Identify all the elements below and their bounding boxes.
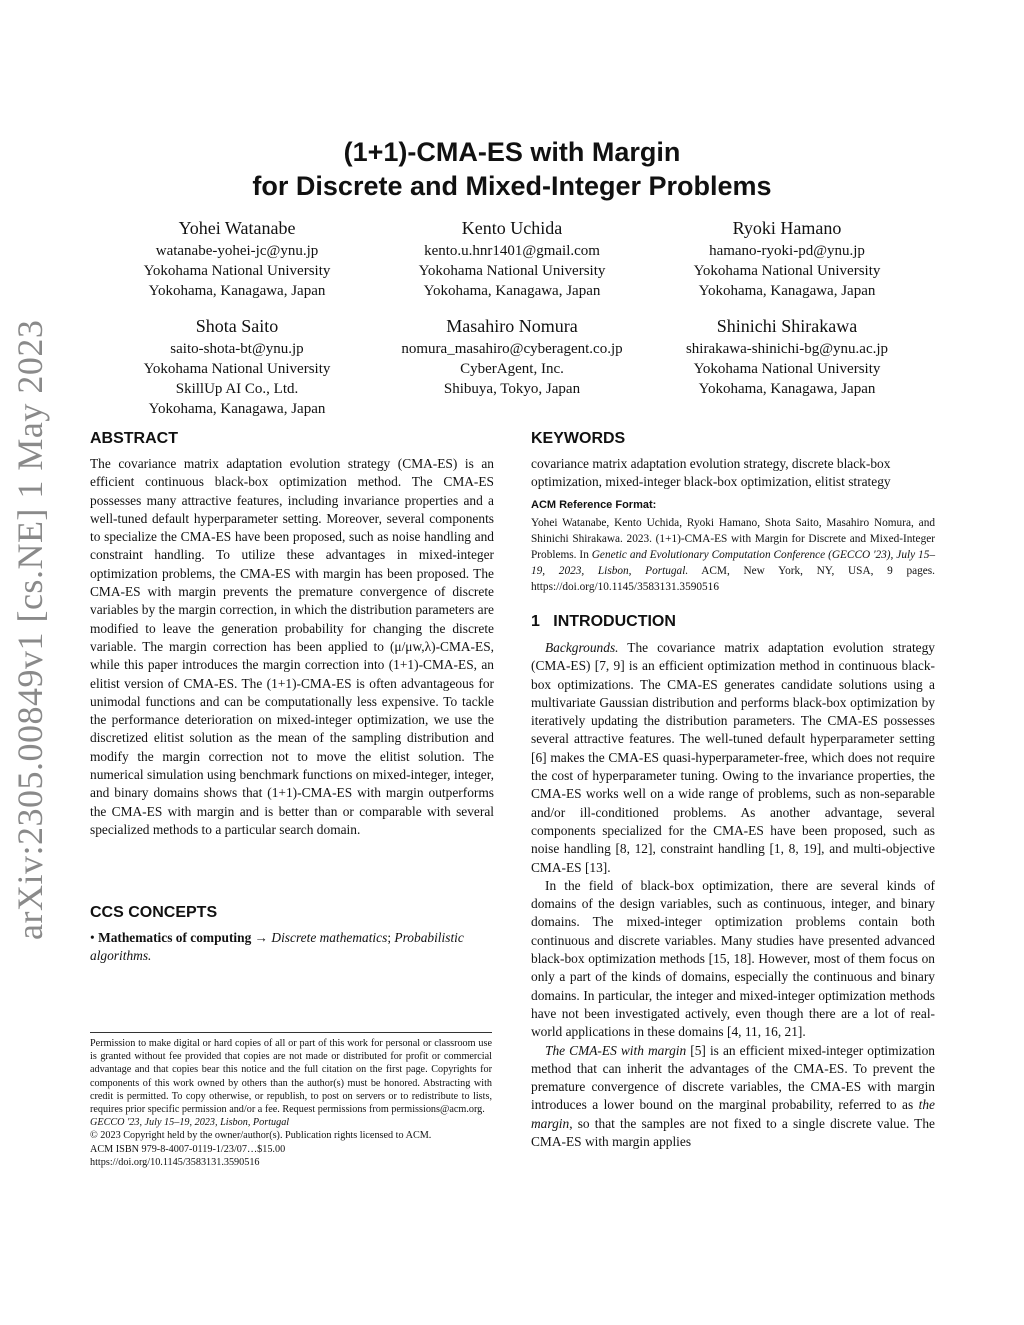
ccs-section [90,903,494,966]
author-name: Shota Saito [195,316,279,336]
author-block [352,216,672,301]
acm-ref-heading: ACM Reference Format: [531,499,657,511]
paper-title-line2: for Discrete and Mixed-Integer Problems [252,171,772,201]
author-affiliation-2: SkillUp AI Co., Ltd. [175,381,299,397]
author-location: Yokohama, Kanagawa, Japan [148,283,326,299]
ccs-arrow: → [254,930,269,945]
footnote-isbn: ACM ISBN 979-8-4007-0119-1/23/07…$15.00 [90,1143,286,1155]
author-name: Yohei Watanabe [178,218,296,238]
footnote-permission: Permission to make digital or hard copies of all or part of this work for personal or classroom use is granted without fee provided that copies are not made or distributed for profit or commercial advantage and that copies bear this notice and the full citation on the first page. Copyrights for components of this work owned by others than the author(s) must be honored. Abstracting with credit is permitted. To copy otherwise, or republish, to post on servers or to redistribute to lists, requires prior specific permission and/or a fee. Request permissions from permissions@acm.org. [90,1038,492,1116]
ccs-concepts [90,929,494,966]
ccs-bullet: • [90,930,95,945]
author-affiliation: Yokohama National University [143,361,331,377]
footnote-divider [90,1032,492,1033]
keywords-text: covariance matrix adaptation evolution strategy, discrete black-box optimization, mixed-integer black-box optimization, elitist strategy [531,456,891,490]
author-name: Shinichi Shirakawa [716,316,858,336]
arxiv-identifier: arXiv:2305.00849v1 [cs.NE] 1 May 2023 [10,319,50,940]
footnote [90,1037,492,1169]
author-email: watanabe-yohei-jc@ynu.jp [155,243,319,259]
author-block [77,216,397,301]
footnote-conference: GECCO '23, July 15–19, 2023, Lisbon, Portugal [90,1117,290,1129]
intro-heading: 1 INTRODUCTION [531,613,676,630]
footnote-doi[interactable]: https://doi.org/10.1145/3583131.3590516 [90,1156,260,1168]
author-location: Yokohama, Kanagawa, Japan [698,283,876,299]
author-email: saito-shota-bt@ynu.jp [170,341,304,357]
author-block [627,216,947,301]
paper-title-line1: (1+1)-CMA-ES with Margin [343,137,681,167]
intro-paragraph-2: In the field of black-box optimization, there are several kinds of domains of the design variables, such as continuous, integer, and binary domains. The mixed-integer optimization problems contain both continuous and discrete variables. Many studies have presented advanced black-box optimization methods [15, 18]. However, most of them focus on only a part of the kinds of domains, especially the continuous and binary domains. In particular, the integer and mixed-integer optimization methods have not been investigated actively, even though there are a lot of real-world applications in these domains [4, 11, 16, 21]. [531,877,935,1040]
author-name: Ryoki Hamano [732,218,842,238]
author-name: Masahiro Nomura [446,316,578,336]
author-affiliation: Yokohama National University [693,263,881,279]
acm-ref-text: Yohei Watanabe, Kento Uchida, Ryoki Hamano, Shota Saito, Masahiro Nomura, and Shinichi Shirakawa. 2023. (1+1)-CMA-ES with Margin for Discrete and Mixed-Integer Problems. In Genetic and Evolutionary Computation Conference (GECCO '23), July 15–19, 2023, Lisbon, Portugal. ACM, New York, NY, USA, 9 pages. https://doi.org/10.1145/3583131.3590516 [531,517,935,593]
footnote-copyright: © 2023 Copyright held by the owner/author(s). Publication rights licensed to ACM. [90,1130,432,1142]
author-location: Shibuya, Tokyo, Japan [443,381,581,397]
author-location: Yokohama, Kanagawa, Japan [423,283,601,299]
author-name: Kento Uchida [461,218,563,238]
ccs-category: Mathematics of computing [98,930,252,945]
author-affiliation: CyberAgent, Inc. [460,361,564,377]
introduction-section [531,612,935,1151]
author-email: hamano-ryoki-pd@ynu.jp [709,243,865,259]
author-block [352,314,672,399]
author-location: Yokohama, Kanagawa, Japan [698,381,876,397]
ccs-heading: CCS CONCEPTS [90,904,218,921]
acm-reference [531,498,935,595]
author-email: kento.u.hnr1401@gmail.com [424,243,600,259]
author-affiliation: Yokohama National University [693,361,881,377]
ccs-concept: Probabilistic algorithms. [90,930,464,964]
abstract-heading: ABSTRACT [90,430,178,447]
author-affiliation: Yokohama National University [143,263,331,279]
intro-paragraph-1: Backgrounds. The covariance matrix adaptation evolution strategy (CMA-ES) [7, 9] is an efficient optimization method in continuous black-box optimizations. The CMA-ES generates candidate solutions using a multivariate Gaussian distribution and performs black-box optimization by iteratively updating the distribution parameters. The CMA-ES possesses several attractive features. The well-tuned default hyperparameter setting [6] makes the CMA-ES quasi-hyperparameter-free, which does not require the cost of hyperparameter tuning. Owing to the invariance properties, the CMA-ES works well on a wide range of problems, such as non-separable and/or ill-conditioned problems. As another advantage, several components specialized for the CMA-ES have been proposed, such as noise handling [8, 12], constraint handling [1, 8, 19], and multi-objective CMA-ES [13]. [531,640,935,875]
author-email: shirakawa-shinichi-bg@ynu.ac.jp [685,341,889,357]
author-affiliation: Yokohama National University [418,263,606,279]
author-block [627,314,947,399]
intro-paragraph-3: The CMA-ES with margin [5] is an efficient mixed-integer optimization method that can inherit the advantages of the CMA-ES. To prevent the premature convergence of discrete variables, the CMA-ES with margin introduces a lower bound on the marginal probability, referred to as the margin, so that the samples are not fixed to a single discrete value. The CMA-ES with margin applies [531,1042,935,1150]
author-location: Yokohama, Kanagawa, Japan [148,401,326,417]
abstract-section [90,429,494,839]
author-block [77,314,397,419]
ccs-separator: ; [387,930,392,945]
keywords-heading: KEYWORDS [531,430,626,447]
abstract-text: The covariance matrix adaptation evolution strategy (CMA-ES) is an efficient continuous black-box optimization method. The CMA-ES possesses many attractive features, including invariance properties and a well-tuned default hyperparameter setting. Moreover, several components to specialize the CMA-ES have been proposed, such as noise handling and constraint handling. To utilize these advantages in mixed-integer optimization problems, the CMA-ES with margin has been proposed. The CMA-ES with margin prevents the premature convergence of discrete variables by the margin correction, in which the distribution parameters are modified to leave the generation probability for changing the discrete variable. The margin correction has been applied to (μ/μw,λ)-CMA-ES, while this paper introduces the margin correction into (1+1)-CMA-ES, an elitist version of CMA-ES. The (1+1)-CMA-ES is often advantageous for unimodal functions and can be computationally less expensive. To tackle the performance deterioration on mixed-integer optimization, we use the discretized elitist solution as the mean of the sampling distribution and modify the margin correction not to move the elitist solution. The numerical simulation using benchmark functions on mixed-integer, integer, and binary domains shows that (1+1)-CMA-ES with margin outperforms the CMA-ES with margin and is better than or comparable with several specialized methods to a particular search domain. [90,456,494,837]
author-email: nomura_masahiro@cyberagent.co.jp [401,341,623,357]
keywords-section [531,429,935,492]
ccs-concept: Discrete mathematics [271,930,388,945]
